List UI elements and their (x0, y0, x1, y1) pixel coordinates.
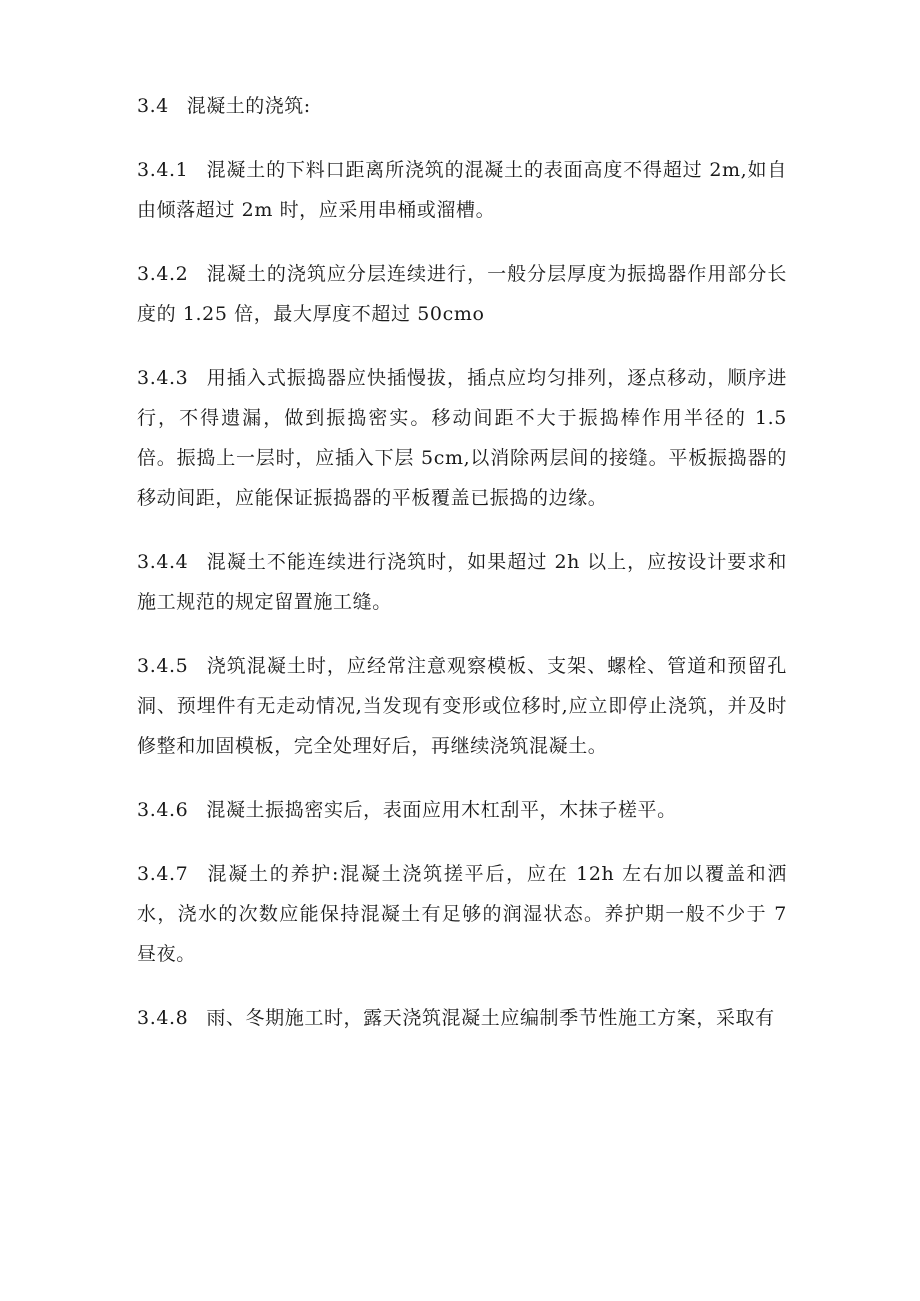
section-heading (137, 86, 787, 126)
clause-number: 3.4.7 (137, 863, 189, 885)
clause-number: 3.4.1 (137, 159, 189, 181)
clause-number: 3.4.2 (137, 263, 189, 285)
clause-text: 混凝土的下料口距离所浇筑的混凝土的表面高度不得超过 2m,如自由倾落超过 2m 时，应采用串桶或溜槽。 (137, 159, 787, 221)
clause-number: 3.4.6 (137, 799, 189, 821)
clause-text: 雨、冬期施工时，露天浇筑混凝土应编制季节性施工方案，采取有 (206, 1007, 775, 1029)
section-title: 混凝土的浇筑: (186, 95, 311, 117)
clause-number: 3.4.8 (137, 1007, 189, 1029)
document-body (137, 86, 787, 1062)
clause-text: 混凝土的养护:混凝土浇筑搓平后，应在 12h 左右加以覆盖和洒水，浇水的次数应能保持混凝土有足够的润湿状态。养护期一般不少于 7 昼夜。 (137, 863, 787, 965)
clause-text: 用插入式振捣器应快插慢拔，插点应均匀排列，逐点移动，顺序进行，不得遗漏，做到振捣密实。移动间距不大于振捣棒作用半径的 1.5 倍。振捣上一层时，应插入下层 5cm,以消除两层间的接缝。平板振捣器的移动间距，应能保证振捣器的平板覆盖已振捣的边缘。 (137, 367, 787, 509)
clause-paragraph (137, 542, 787, 622)
clause-paragraph (137, 150, 787, 230)
clause-number: 3.4.5 (137, 655, 189, 677)
clause-text: 浇筑混凝土时，应经常注意观察模板、支架、螺栓、管道和预留孔洞、预埋件有无走动情况,当发现有变形或位移时,应立即停止浇筑，并及时修整和加固模板，完全处理好后，再继续浇筑混凝土。 (137, 655, 787, 757)
clause-number: 3.4.3 (137, 367, 189, 389)
clause-paragraph (137, 998, 787, 1038)
clause-number: 3.4.4 (137, 551, 189, 573)
clause-text: 混凝土不能连续进行浇筑时，如果超过 2h 以上，应按设计要求和施工规范的规定留置施工缝。 (137, 551, 787, 613)
clause-paragraph (137, 854, 787, 974)
clause-paragraph (137, 358, 787, 518)
clause-paragraph (137, 254, 787, 334)
clause-text: 混凝土振捣密实后，表面应用木杠刮平，木抹子槎平。 (206, 799, 677, 821)
clause-paragraph (137, 790, 787, 830)
clause-paragraph (137, 646, 787, 766)
section-number: 3.4 (137, 95, 169, 117)
clause-text: 混凝土的浇筑应分层连续进行，一般分层厚度为振捣器作用部分长度的 1.25 倍，最大厚度不超过 50cmo (137, 263, 787, 325)
